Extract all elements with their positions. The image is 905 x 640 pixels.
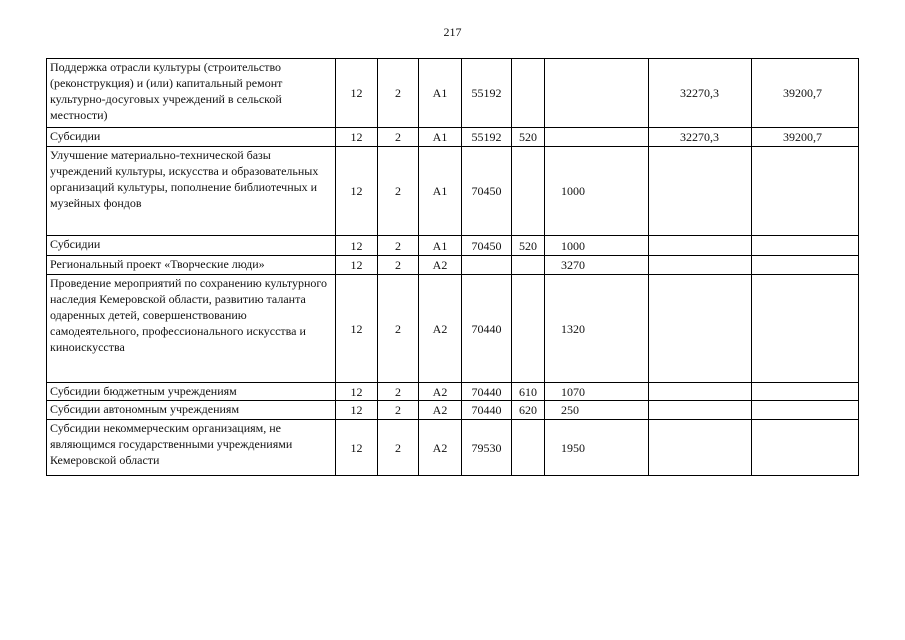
cell-section: 12 — [336, 383, 378, 401]
row-name: Поддержка отрасли культуры (строительство (реконструкция) и (или) капитальный ремонт культурно-досуговых учреждений в сельской местности) — [47, 59, 336, 128]
cell-value-2: 32270,3 — [649, 128, 752, 147]
table-row — [47, 59, 859, 128]
cell-subsection: 2 — [378, 420, 419, 476]
page-number: 217 — [443, 25, 462, 39]
cell-value-2 — [649, 256, 752, 275]
cell-program: А2 — [419, 275, 462, 383]
cell-value-1: 250 — [545, 401, 649, 420]
cell-value-3 — [752, 236, 859, 256]
cell-value-2 — [649, 275, 752, 383]
budget-table — [46, 58, 859, 476]
cell-value-1: 1000 — [545, 147, 649, 236]
cell-program: А2 — [419, 383, 462, 401]
cell-program: А1 — [419, 236, 462, 256]
cell-section: 12 — [336, 401, 378, 420]
cell-value-1: 3270 — [545, 256, 649, 275]
cell-subsection: 2 — [378, 147, 419, 236]
table-row — [47, 256, 859, 275]
row-name: Региональный проект «Творческие люди» — [47, 256, 336, 275]
cell-expense-type — [512, 59, 545, 128]
cell-code: 70440 — [462, 401, 512, 420]
cell-code: 55192 — [462, 128, 512, 147]
cell-value-1 — [545, 59, 649, 128]
row-name: Субсидии бюджетным учреждениям — [47, 383, 336, 401]
cell-code: 70440 — [462, 383, 512, 401]
cell-value-1: 1000 — [545, 236, 649, 256]
table-row — [47, 401, 859, 420]
row-name: Субсидии — [47, 236, 336, 256]
table-row — [47, 128, 859, 147]
cell-subsection: 2 — [378, 128, 419, 147]
cell-expense-type — [512, 275, 545, 383]
cell-program: А1 — [419, 59, 462, 128]
cell-value-2: 32270,3 — [649, 59, 752, 128]
cell-section: 12 — [336, 256, 378, 275]
table-row — [47, 420, 859, 476]
cell-value-3 — [752, 256, 859, 275]
cell-section: 12 — [336, 420, 378, 476]
cell-code: 55192 — [462, 59, 512, 128]
cell-program: А2 — [419, 420, 462, 476]
cell-section: 12 — [336, 147, 378, 236]
cell-subsection: 2 — [378, 236, 419, 256]
cell-expense-type — [512, 256, 545, 275]
cell-value-2 — [649, 401, 752, 420]
cell-expense-type — [512, 147, 545, 236]
cell-subsection: 2 — [378, 401, 419, 420]
cell-program: А2 — [419, 256, 462, 275]
cell-value-2 — [649, 147, 752, 236]
cell-code — [462, 256, 512, 275]
cell-expense-type: 520 — [512, 236, 545, 256]
cell-value-1: 1320 — [545, 275, 649, 383]
row-name: Проведение мероприятий по сохранению культурного наследия Кемеровской области, развитию таланта одаренных детей, совершенствованию самодеятельного, профессионального искусства и киноискусства — [47, 275, 336, 383]
cell-program: А1 — [419, 147, 462, 236]
row-name: Улучшение материально-технической базы учреждений культуры, искусства и образовательных организаций культуры, пополнение библиотечных и музейных фондов — [47, 147, 336, 236]
cell-value-3 — [752, 420, 859, 476]
cell-subsection: 2 — [378, 59, 419, 128]
cell-section: 12 — [336, 236, 378, 256]
cell-value-3 — [752, 383, 859, 401]
cell-section: 12 — [336, 275, 378, 383]
cell-subsection: 2 — [378, 383, 419, 401]
cell-expense-type: 520 — [512, 128, 545, 147]
cell-value-3: 39200,7 — [752, 128, 859, 147]
cell-code: 79530 — [462, 420, 512, 476]
cell-expense-type — [512, 420, 545, 476]
table-row — [47, 236, 859, 256]
cell-value-1: 1070 — [545, 383, 649, 401]
cell-value-3 — [752, 275, 859, 383]
cell-program: А1 — [419, 128, 462, 147]
table-row — [47, 275, 859, 383]
table-row — [47, 147, 859, 236]
row-name: Субсидии некоммерческим организациям, не являющимся государственными учреждениями Кемеровской области — [47, 420, 336, 476]
cell-value-2 — [649, 420, 752, 476]
cell-expense-type: 620 — [512, 401, 545, 420]
cell-value-3 — [752, 147, 859, 236]
cell-code: 70450 — [462, 236, 512, 256]
cell-section: 12 — [336, 128, 378, 147]
table-row — [47, 383, 859, 401]
cell-subsection: 2 — [378, 275, 419, 383]
cell-code: 70450 — [462, 147, 512, 236]
cell-value-2 — [649, 236, 752, 256]
row-name: Субсидии автономным учреждениям — [47, 401, 336, 420]
cell-value-1: 1950 — [545, 420, 649, 476]
cell-section: 12 — [336, 59, 378, 128]
row-name: Субсидии — [47, 128, 336, 147]
cell-value-2 — [649, 383, 752, 401]
cell-program: А2 — [419, 401, 462, 420]
cell-value-1 — [545, 128, 649, 147]
cell-value-3: 39200,7 — [752, 59, 859, 128]
cell-value-3 — [752, 401, 859, 420]
cell-expense-type: 610 — [512, 383, 545, 401]
cell-code: 70440 — [462, 275, 512, 383]
cell-subsection: 2 — [378, 256, 419, 275]
